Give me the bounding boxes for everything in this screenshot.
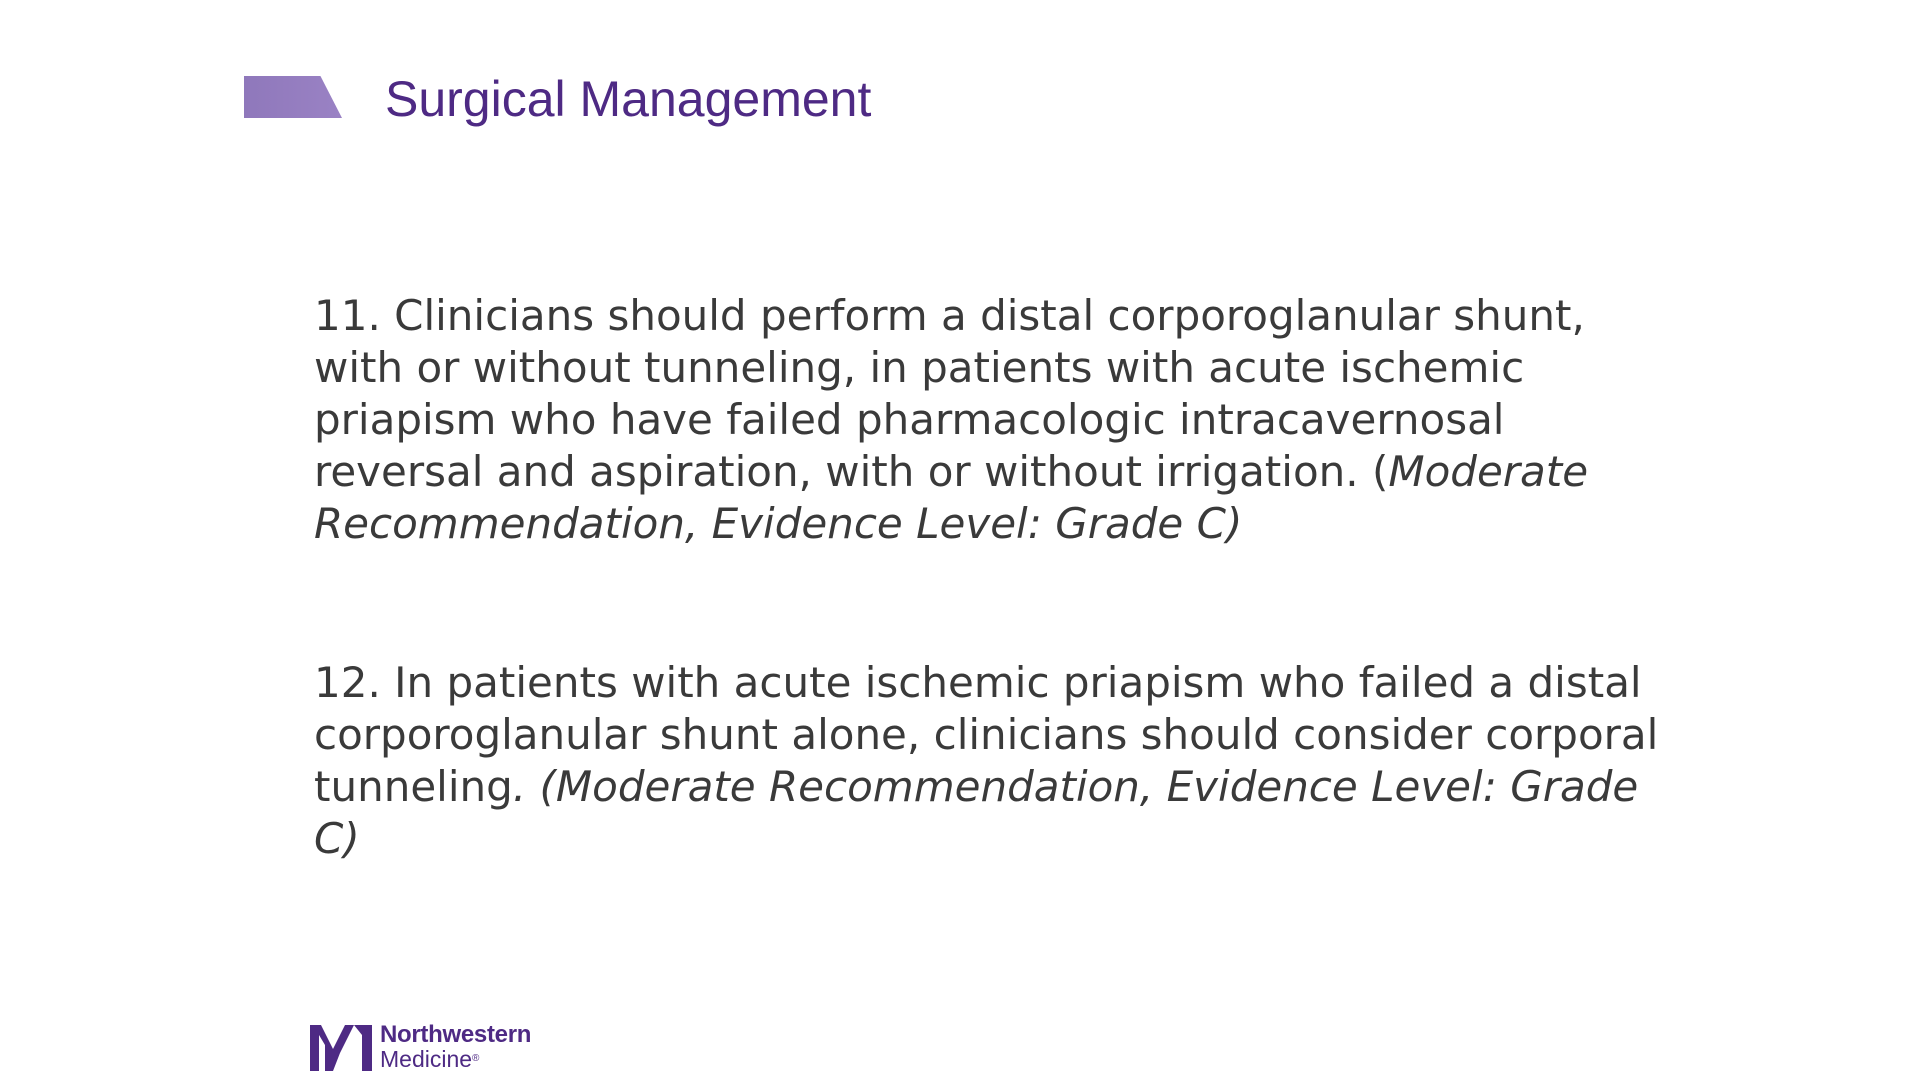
logo-wordmark (380, 1023, 531, 1071)
logo-line-medicine (380, 1047, 531, 1071)
recommendation-11 (314, 290, 1674, 550)
recommendation-12 (314, 657, 1674, 865)
recommendation-text: 12. In patients with acute ischemic priapism who failed a distal corporoglanular shunt alone, clinicians should consider corporal tunneling (314, 658, 1659, 811)
slide-title: Surgical Management (385, 71, 872, 127)
registered-mark: ® (472, 1053, 480, 1064)
recommendation-grade: Moderate Recommendation, Evidence Level: Grade C) (314, 447, 1589, 548)
northwestern-medicine-logo-mark-icon (310, 1023, 372, 1071)
northwestern-medicine-logo (310, 1022, 531, 1072)
recommendation-text: 11. Clinicians should perform a distal corporoglanular shunt, with or without tunneling, in patients with acute ischemic priapism who have failed pharmacologic intracavernosal reversal and aspiration, with or without irrigation. ( (314, 291, 1585, 496)
recommendation-grade: . (Moderate Recommendation, Evidence Level: Grade C) (314, 762, 1639, 863)
logo-medicine-text: Medicine (380, 1046, 473, 1072)
logo-line-northwestern: Northwestern (380, 1021, 532, 1048)
title-accent-shape (244, 76, 342, 118)
